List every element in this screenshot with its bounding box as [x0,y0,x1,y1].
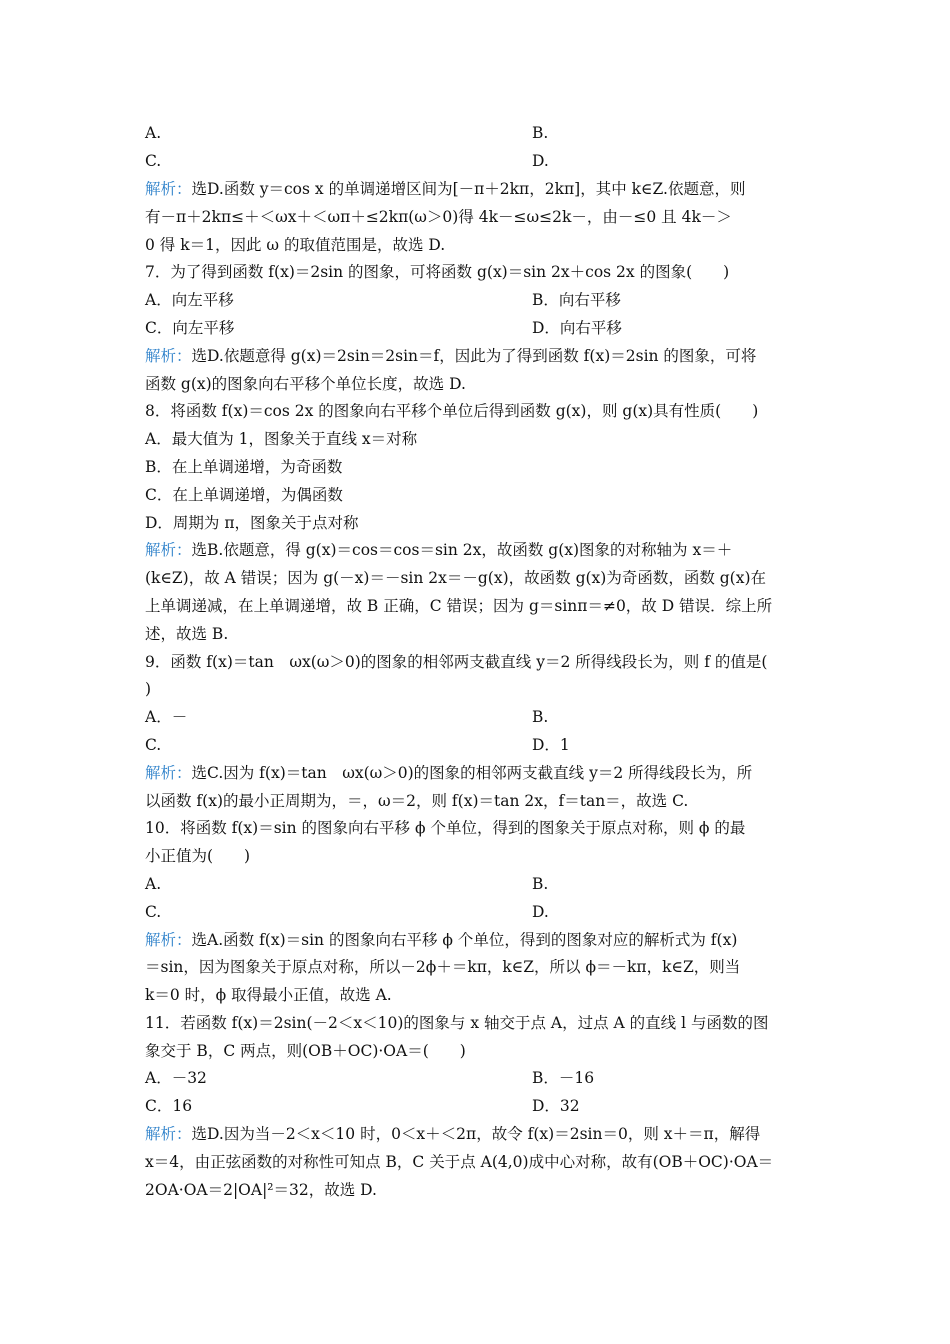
solution-line [145,763,810,783]
option-a: A．最大值为 1，图象关于直线 x＝对称 [145,430,418,448]
option-d: D．1 [532,736,570,754]
solution-line [145,540,810,560]
solution-line: 上单调递减，在上单调递增，故 B 正确，C 错误；因为 g＝sinπ＝≠0，故 D 错误．综上所 [145,597,773,615]
option-a: A．－ [145,708,188,726]
option-d: D. [532,903,549,921]
solution-label: 解析： [145,1125,192,1143]
option-row [145,1096,810,1116]
option-row [145,151,810,171]
question-7: 7．为了得到函数 f(x)＝2sin 的图象，可将函数 g(x)＝sin 2x＋cos 2x 的图象( ) [145,263,730,281]
solution-line [145,1124,810,1144]
solution-line: 函数 g(x)的图象向右平移个单位长度，故选 D. [145,375,466,393]
question-9: 9．函数 f(x)＝tan ωx(ω＞0)的图象的相邻两支截直线 y＝2 所得线段长为，则 f 的值是( [145,653,768,671]
question-11-cont: 象交于 B，C 两点，则(OB＋OC)·OA＝( ) [145,1042,466,1060]
option-row [145,707,810,727]
solution-line: 0 得 k＝1，因此 ω 的取值范围是，故选 D. [145,236,446,254]
option-row [145,874,810,894]
option-row [145,123,810,143]
solution-line [145,179,810,199]
solution-text: 选C.因为 f(x)＝tan ωx(ω＞0)的图象的相邻两支截直线 y＝2 所得线段长为，所 [191,764,753,782]
question-10-cont: 小正值为( ) [145,847,251,865]
solution-text: 选D.因为当－2＜x＜10 时，0＜x＋＜2π，故令 f(x)＝2sin＝0，则 x＋＝π，解得 [191,1125,761,1143]
question-9-cont: ) [145,680,152,698]
option-c: C．向左平移 [145,319,235,337]
solution-text: 选B.依题意，得 g(x)＝cos＝cos＝sin 2x，故函数 g(x)图象的对称轴为 x＝＋ [191,541,733,559]
option-d: D．32 [532,1097,580,1115]
option-d: D．向右平移 [532,319,622,337]
option-row [145,902,810,922]
solution-line: 有－π＋2kπ≤＋＜ωx＋＜ωπ＋≤2kπ(ω＞0)得 4k－≤ω≤2k－，由－≤0 且 4k－＞ [145,208,732,226]
option-a: A．－32 [145,1069,207,1087]
solution-text: 选D.依题意得 g(x)＝2sin＝2sin＝f，因此为了得到函数 f(x)＝2sin 的图象，可将 [191,347,757,365]
option-a: A．向左平移 [145,291,234,309]
solution-line: x＝4，由正弦函数的对称性可知点 B，C 关于点 A(4,0)成中心对称，故有(OB＋OC)·OA＝ [145,1153,774,1171]
option-c: C．16 [145,1097,193,1115]
option-b: B．在上单调递增，为奇函数 [145,458,343,476]
solution-line [145,346,810,366]
question-8: 8．将函数 f(x)＝cos 2x 的图象向右平移个单位后得到函数 g(x)，则 g(x)具有性质( ) [145,402,759,420]
option-row [145,1068,810,1088]
solution-label: 解析： [145,180,192,198]
option-d: D. [532,152,549,170]
solution-line: 述，故选 B. [145,625,229,643]
solution-label: 解析： [145,764,192,782]
option-a: A. [145,875,162,893]
option-c: C. [145,152,162,170]
option-b: B. [532,124,549,142]
option-c: C. [145,903,162,921]
solution-line: (k∈Z)，故 A 错误；因为 g(－x)＝－sin 2x＝－g(x)，故函数 g(x)为奇函数，函数 g(x)在 [145,569,767,587]
solution-line: k＝0 时，ϕ 取得最小正值，故选 A. [145,986,392,1004]
option-b: B. [532,875,549,893]
option-c: C. [145,736,162,754]
option-d: D．周期为 π，图象关于点对称 [145,514,359,532]
solution-line: ＝sin，因为图象关于原点对称，所以－2ϕ＋＝kπ，k∈Z，所以 ϕ＝－kπ，k∈Z，则当 [145,958,741,976]
solution-label: 解析： [145,347,192,365]
solution-line: 以函数 f(x)的最小正周期为，＝，ω＝2，则 f(x)＝tan 2x，f＝tan＝，故选 C. [145,792,689,810]
solution-label: 解析： [145,541,192,559]
option-c: C．在上单调递增，为偶函数 [145,486,343,504]
solution-text: 选A.函数 f(x)＝sin 的图象向右平移 ϕ 个单位，得到的图象对应的解析式为 f(x) [191,931,738,949]
option-row [145,290,810,310]
option-row [145,318,810,338]
option-b: B．向右平移 [532,291,621,309]
solution-line [145,930,810,950]
option-a: A. [145,124,162,142]
question-10: 10．将函数 f(x)＝sin 的图象向右平移 ϕ 个单位，得到的图象关于原点对称，则 ϕ 的最 [145,819,746,837]
solution-label: 解析： [145,931,192,949]
solution-line: 2OA·OA＝2|OA|²＝32，故选 D. [145,1181,377,1199]
question-11: 11．若函数 f(x)＝2sin(－2＜x＜10)的图象与 x 轴交于点 A，过点 A 的直线 l 与函数的图 [145,1014,769,1032]
option-row [145,735,810,755]
option-b: B．－16 [532,1069,595,1087]
option-b: B. [532,708,549,726]
solution-text: 选D.函数 y＝cos x 的单调递增区间为[－π＋2kπ，2kπ]，其中 k∈Z.依题意，则 [191,180,746,198]
